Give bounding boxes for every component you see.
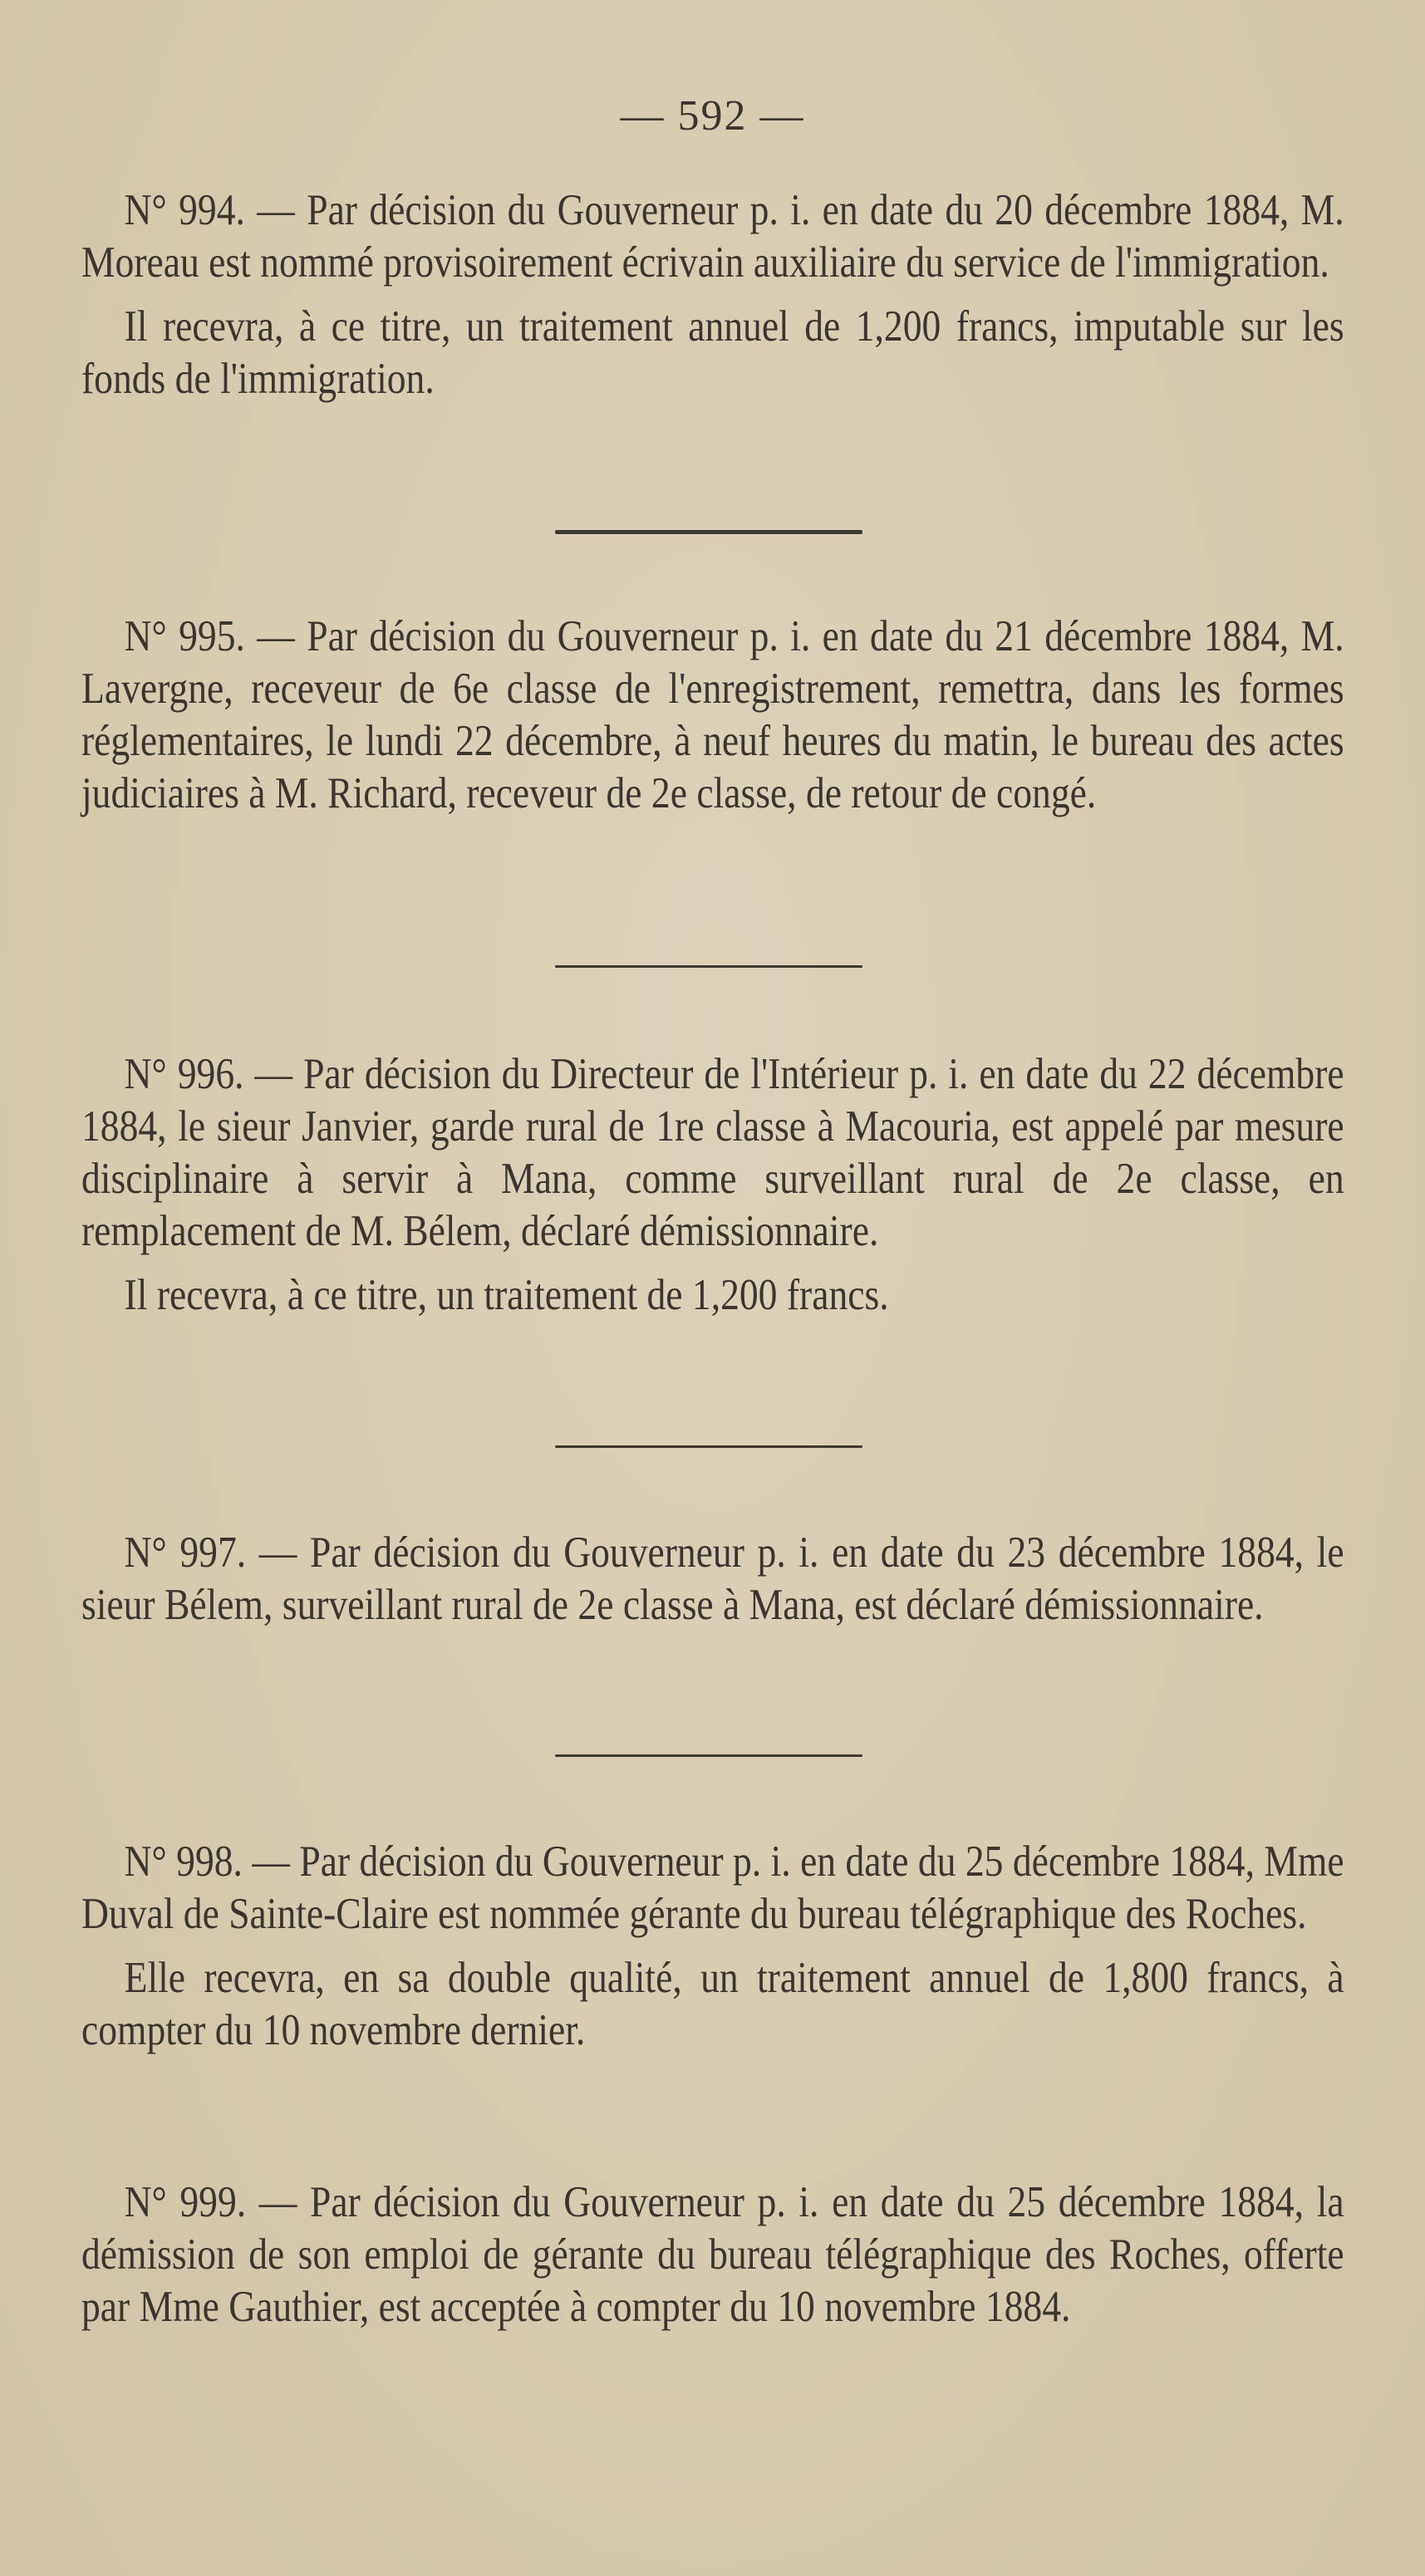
entry-paragraph: N° 998. — Par décision du Gouverneur p. i. en date du 25 décembre 1884, Mme Duval de Sainte-Claire est nommée gérante du bureau télégraphique des Roches. (81, 1838, 1344, 1938)
section-divider (555, 1754, 862, 1757)
decision-entry-999 (81, 2176, 1344, 2333)
entry-paragraph: N° 997. — Par décision du Gouverneur p. i. en date du 23 décembre 1884, le sieur Bélem, surveillant rural de 2e classe à Mana, est déclaré démissionnaire. (81, 1528, 1344, 1629)
entry-paragraph: N° 996. — Par décision du Directeur de l'Intérieur p. i. en date du 22 décembre 1884, le sieur Janvier, garde rural de 1re classe à Macouria, est appelé par mesure disciplinaire à servir à Mana, comme surveillant rural de 2e classe, en remplacement de M. Bélem, déclaré démissionnaire. (81, 1050, 1344, 1255)
page-number: — 592 — (620, 92, 805, 140)
decision-entry-994 (81, 184, 1344, 405)
section-divider (555, 1445, 862, 1448)
entry-paragraph: Il recevra, à ce titre, un traitement de 1,200 francs. (124, 1271, 889, 1319)
decision-entry-998 (81, 1836, 1344, 2057)
entry-paragraph: N° 999. — Par décision du Gouverneur p. i. en date du 25 décembre 1884, la démission de son emploi de gérante du bureau télégraphique des Roches, offerte par Mme Gauthier, est acceptée à compter du 10 novembre 1884. (81, 2178, 1344, 2331)
decision-entry-995 (81, 611, 1344, 820)
entry-paragraph: Il recevra, à ce titre, un traitement annuel de 1,200 francs, imputable sur les fonds de l'immigration. (81, 302, 1344, 403)
decision-entry-996 (81, 1048, 1344, 1322)
entry-paragraph: N° 995. — Par décision du Gouverneur p. i. en date du 21 décembre 1884, M. Lavergne, receveur de 6e classe de l'enregistrement, remettra, dans les formes réglementaires, le lundi 22 décembre, à neuf heures du matin, le bureau des actes judiciaires à M. Richard, receveur de 2e classe, de retour de congé. (81, 612, 1344, 817)
entry-paragraph: N° 994. — Par décision du Gouverneur p. i. en date du 20 décembre 1884, M. Moreau est nommé provisoirement écrivain auxiliaire du service de l'immigration. (81, 186, 1344, 287)
decision-entry-997 (81, 1527, 1344, 1631)
section-divider (555, 965, 862, 968)
entry-paragraph: Elle recevra, en sa double qualité, un traitement annuel de 1,800 francs, à compter du 10 novembre dernier. (81, 1954, 1344, 2054)
section-divider (555, 530, 862, 534)
